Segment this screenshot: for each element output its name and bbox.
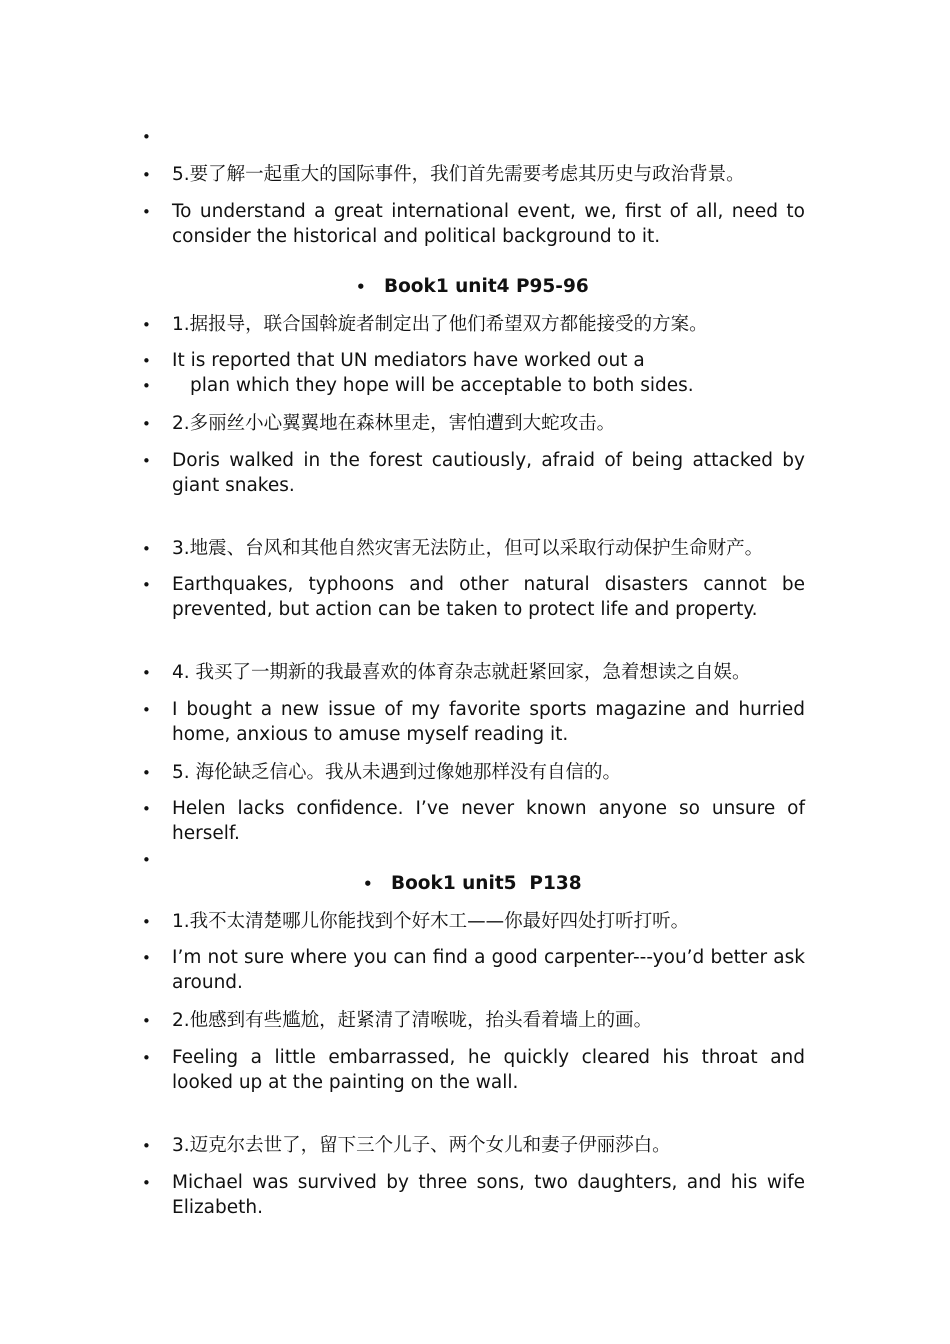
- bullet: •: [142, 377, 151, 395]
- list-item: [142, 1009, 805, 1034]
- bullet: •: [356, 278, 366, 296]
- bullet: •: [142, 1137, 151, 1155]
- bullet: •: [142, 166, 151, 184]
- english-sentence: Earthquakes, typhoons and other natural disasters cannot be prevented, but action can be taken to protect life and property.: [172, 574, 805, 620]
- english-sentence: Helen lacks confidence. I’ve never known anyone so unsure of herself.: [172, 798, 805, 844]
- bullet: •: [363, 875, 373, 893]
- bullet: •: [142, 1049, 151, 1067]
- bullet: •: [142, 316, 151, 334]
- section-heading-text: Book1 unit5 P138: [391, 873, 582, 894]
- list-item: [142, 573, 805, 622]
- list-item: [142, 349, 805, 374]
- section-heading-text: Book1 unit4 P95-96: [384, 276, 589, 297]
- chinese-sentence: 3.地震、台风和其他自然灾害无法防止，但可以采取行动保护生命财产。: [172, 538, 764, 559]
- list-item: [142, 661, 805, 686]
- section-heading: [363, 872, 582, 896]
- list-item: [142, 449, 805, 498]
- english-sentence: To understand a great international event, we, first of all, need to consider the historical and political background to it.: [172, 201, 805, 247]
- chinese-sentence: 2.多丽丝小心翼翼地在森林里走，害怕遭到大蛇攻击。: [172, 413, 616, 434]
- chinese-sentence: 1.我不太清楚哪儿你能找到个好木工——你最好四处打听打听。: [172, 911, 690, 932]
- list-item: [142, 1046, 805, 1095]
- bullet: •: [142, 452, 151, 470]
- list-item: [142, 946, 805, 995]
- list-item: [142, 163, 805, 188]
- bullet: •: [142, 352, 151, 370]
- list-item: [142, 412, 805, 437]
- list-item: [142, 200, 805, 249]
- list-item: [142, 1134, 805, 1159]
- bullet: •: [142, 701, 151, 719]
- bullet: •: [142, 913, 151, 931]
- bullet: •: [142, 764, 151, 782]
- list-item: [142, 1171, 805, 1220]
- list-item: [142, 698, 805, 747]
- bullet: •: [142, 949, 151, 967]
- list-item: [142, 537, 805, 562]
- bullet: •: [142, 415, 151, 433]
- english-sentence: I’m not sure where you can find a good carpenter---you’d better ask around.: [172, 947, 805, 993]
- bullet: •: [142, 1174, 151, 1192]
- list-item: [142, 313, 805, 338]
- bullet: •: [142, 576, 151, 594]
- bullet: •: [142, 203, 151, 221]
- empty-bullet: •: [142, 128, 151, 146]
- chinese-sentence: 3.迈克尔去世了，留下三个儿子、两个女儿和妻子伊丽莎白。: [172, 1135, 671, 1156]
- english-sentence: I bought a new issue of my favorite sports magazine and hurried home, anxious to amuse myself reading it.: [172, 699, 805, 745]
- chinese-sentence: 5. 海伦缺乏信心。我从未遇到过像她那样没有自信的。: [172, 762, 622, 783]
- english-sentence: Feeling a little embarrassed, he quickly cleared his throat and looked up at the painting on the wall.: [172, 1047, 805, 1093]
- chinese-sentence: 4. 我买了一期新的我最喜欢的体育杂志就赶紧回家，急着想读之自娱。: [172, 662, 751, 683]
- chinese-sentence: 5.要了解一起重大的国际事件，我们首先需要考虑其历史与政治背景。: [172, 164, 745, 185]
- english-sentence: It is reported that UN mediators have worked out a: [172, 350, 645, 371]
- list-item: [142, 374, 694, 399]
- chinese-sentence: 1.据报导，联合国斡旋者制定出了他们希望双方都能接受的方案。: [172, 314, 708, 335]
- english-sentence: Doris walked in the forest cautiously, afraid of being attacked by giant snakes.: [172, 450, 805, 496]
- list-item: [142, 910, 805, 935]
- bullet: •: [142, 664, 151, 682]
- empty-bullet: •: [142, 851, 151, 869]
- english-sentence: Michael was survived by three sons, two daughters, and his wife Elizabeth.: [172, 1172, 805, 1218]
- chinese-sentence: 2.他感到有些尴尬，赶紧清了清喉咙，抬头看着墙上的画。: [172, 1010, 653, 1031]
- bullet: •: [142, 540, 151, 558]
- section-heading: [356, 275, 589, 299]
- english-sentence: plan which they hope will be acceptable to both sides.: [190, 375, 694, 396]
- list-item: [142, 761, 805, 786]
- bullet: •: [142, 800, 151, 818]
- list-item: [142, 797, 805, 846]
- bullet: •: [142, 1012, 151, 1030]
